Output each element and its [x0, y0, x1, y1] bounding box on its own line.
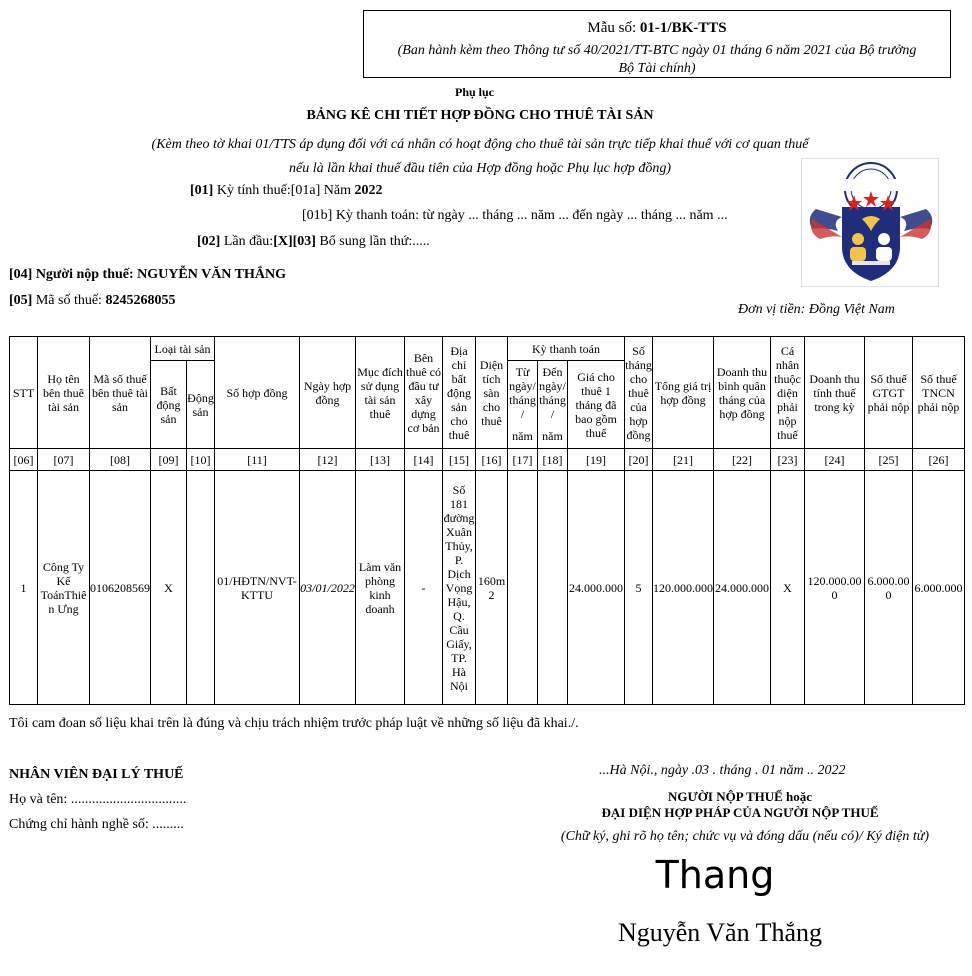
agent-title: NHÂN VIÊN ĐẠI LÝ THUẾ	[9, 767, 184, 782]
code-02: [02]	[197, 234, 221, 249]
header-avg-revenue: Doanh thu bình quân tháng của hợp đồng	[714, 337, 771, 449]
header-real-estate: Bất động sản	[151, 361, 187, 449]
col-code: [24]	[805, 449, 865, 471]
agent-name-line: Họ và tên: .................................	[9, 792, 187, 807]
place-date: ...Hà Nội., ngày .03 . tháng . 01 năm .. 2022	[599, 763, 846, 778]
currency-note: Đơn vị tiền: Đồng Việt Nam	[738, 302, 895, 317]
cell-investor: -	[405, 471, 443, 705]
col-code: [20]	[625, 449, 653, 471]
cell-total-value: 120.000.000	[653, 471, 714, 705]
header-purpose: Mục đích sử dụng tài sản thuê	[356, 337, 405, 449]
signature-instruction: (Chữ ký, ghi rõ họ tên; chức vụ và đóng dấu (nếu có)/ Ký điện tử)	[560, 829, 930, 844]
subtitle-line2: nếu là lần khai thuế đầu tiên của Hợp đồng hoặc Phụ lục hợp đồng)	[289, 161, 671, 176]
header-year-to: năm	[538, 425, 568, 449]
cell-months: 5	[625, 471, 653, 705]
col-code: [08]	[90, 449, 151, 471]
header-pay-period: Kỳ thanh toán	[508, 337, 625, 361]
taxpayer-name: NGUYỄN VĂN THẮNG	[137, 267, 287, 282]
issued-by-line1: (Ban hành kèm theo Thông tư số 40/2021/TT-BTC ngày 01 tháng 6 năm 2021 của Bộ trưởng	[397, 43, 917, 58]
issued-by	[364, 42, 950, 78]
cell-lessee-tax: 0106208569	[90, 471, 151, 705]
taxpayer-tax-id: 8245268055	[105, 293, 176, 308]
col-code: [15]	[443, 449, 476, 471]
cell-taxable-revenue: 120.000.000	[805, 471, 865, 705]
column-code-row	[10, 449, 965, 471]
signer-role-line2: ĐẠI DIỆN HỢP PHÁP CỦA NGƯỜI NỘP THUẾ	[601, 805, 879, 820]
form-code: 01-1/BK-TTS	[639, 20, 727, 36]
signer-role-line1: NGƯỜI NỘP THUẾ hoặc	[667, 789, 813, 804]
cell-address: Số 181 đường Xuân Thủy, P. Dịch Vọng Hậu, Q. Cầu Giấy, TP. Hà Nội	[443, 471, 476, 705]
table-row	[10, 471, 965, 705]
taxpayer-label: [04] Người nộp thuế:	[9, 267, 138, 282]
header-contract-date: Ngày hợp đồng	[300, 337, 356, 449]
col-code: [16]	[476, 449, 508, 471]
tax-period-label: Kỳ tính thuế:[01a] Năm	[213, 183, 355, 198]
col-code: [19]	[568, 449, 625, 471]
cell-purpose: Làm văn phòng kinh doanh	[356, 471, 405, 705]
declaration-text: Tôi cam đoan số liệu khai trên là đúng và chịu trách nhiệm trước pháp luật về những số liệu đã khai./.	[9, 716, 579, 731]
col-code: [25]	[865, 449, 913, 471]
col-code: [13]	[356, 449, 405, 471]
col-code: [23]	[771, 449, 805, 471]
subtitle-line1: (Kèm theo tờ khai 01/TTS áp dụng đối với cá nhân có hoạt động cho thuê tài sản trực tiếp khai thuế với cơ quan thuế	[151, 137, 809, 152]
cell-pit: 6.000.000	[913, 471, 965, 705]
header-contract-no: Số hợp đồng	[215, 337, 300, 449]
cell-contract-date: 03/01/2022	[300, 471, 356, 705]
header-to: Đến ngày/ tháng/	[538, 361, 568, 425]
cell-stt: 1	[10, 471, 38, 705]
col-code: [10]	[187, 449, 215, 471]
supplement-label: Bổ sung lần thứ:.....	[315, 234, 430, 249]
col-code: [11]	[215, 449, 300, 471]
company-logo	[801, 158, 939, 287]
col-code: [18]	[538, 449, 568, 471]
cell-not-payable: X	[771, 471, 805, 705]
header-asset-type: Loại tài sản	[151, 337, 215, 361]
col-code: [06]	[10, 449, 38, 471]
col-code: [14]	[405, 449, 443, 471]
header-not-payable: Cá nhân thuộc diện phải nộp thuế	[771, 337, 805, 449]
header-from: Từ ngày/ tháng/	[508, 361, 538, 425]
cell-real-estate: X	[151, 471, 187, 705]
code-01: [01]	[190, 183, 214, 198]
tax-period-line	[190, 183, 382, 199]
issued-by-line2: Bộ Tài chính)	[618, 61, 696, 76]
header-movable: Động sản	[187, 361, 215, 449]
first-time-label: Lần đầu:	[220, 234, 274, 249]
header-stt: STT	[10, 337, 38, 449]
cell-avg-revenue: 24.000.000	[714, 471, 771, 705]
header-address: Địa chỉ bất động sản cho thuê	[443, 337, 476, 449]
col-code: [17]	[508, 449, 538, 471]
code-03: [03]	[292, 234, 316, 249]
header-lessee-name: Họ tên bên thuê tài sản	[38, 337, 90, 449]
page-subtitle	[100, 133, 860, 181]
col-code: [07]	[38, 449, 90, 471]
company-logo-emblem	[802, 159, 939, 287]
col-code: [26]	[913, 449, 965, 471]
cell-movable	[187, 471, 215, 705]
form-code-label: Mẫu số:	[587, 20, 640, 36]
form-code-box	[363, 10, 951, 78]
header-area: Diện tích sàn cho thuê	[476, 337, 508, 449]
col-code: [22]	[714, 449, 771, 471]
appendix-label: Phụ lục	[455, 85, 495, 99]
tax-period-year: 2022	[354, 183, 383, 198]
cell-to	[538, 471, 568, 705]
signer-role	[520, 789, 960, 821]
header-total-value: Tổng giá trị hợp đồng	[653, 337, 714, 449]
header-pit: Số thuế TNCN phải nộp	[913, 337, 965, 449]
first-time-line	[197, 234, 430, 250]
header-lessee-tax: Mã số thuế bên thuê tài sản	[90, 337, 151, 449]
signer-name: Nguyễn Văn Thắng	[617, 918, 823, 947]
header-monthly-price: Giá cho thuê 1 tháng đã bao gồm thuế	[568, 361, 625, 449]
lease-contract-table	[9, 336, 965, 705]
col-code: [21]	[653, 449, 714, 471]
first-time-mark: [X]	[273, 234, 293, 249]
code-05: [05]	[9, 293, 33, 308]
tax-id-label: Mã số thuế:	[32, 293, 106, 308]
payment-period-line: [01b] Kỳ thanh toán: từ ngày ... tháng ... năm ... đến ngày ... tháng ... năm ...	[302, 208, 728, 223]
header-taxable-revenue: Doanh thu tính thuế trong kỳ	[805, 337, 865, 449]
taxpayer-line	[9, 267, 286, 283]
header-vat: Số thuế GTGT phải nộp	[865, 337, 913, 449]
cell-vat: 6.000.000	[865, 471, 913, 705]
header-months: Số tháng cho thuê của hợp đồng	[625, 337, 653, 449]
page-title: BẢNG KÊ CHI TIẾT HỢP ĐỒNG CHO THUÊ TÀI SẢN	[306, 108, 654, 123]
handwritten-signature: Thang	[655, 853, 775, 897]
agent-cert-line: Chứng chỉ hành nghề số: .........	[9, 817, 184, 832]
col-code: [12]	[300, 449, 356, 471]
cell-contract-no: 01/HĐTN/NVT-KTTU	[215, 471, 300, 705]
header-year-from: năm	[508, 425, 538, 449]
cell-monthly-price: 24.000.000	[568, 471, 625, 705]
cell-area: 160m2	[476, 471, 508, 705]
cell-lessee-name: Công Ty Kế ToánThiên Ưng	[38, 471, 90, 705]
form-code-line	[364, 20, 950, 37]
cell-from	[508, 471, 538, 705]
header-investor: Bên thuê có đầu tư xây dựng cơ bản	[405, 337, 443, 449]
tax-id-line	[9, 293, 175, 309]
col-code: [09]	[151, 449, 187, 471]
